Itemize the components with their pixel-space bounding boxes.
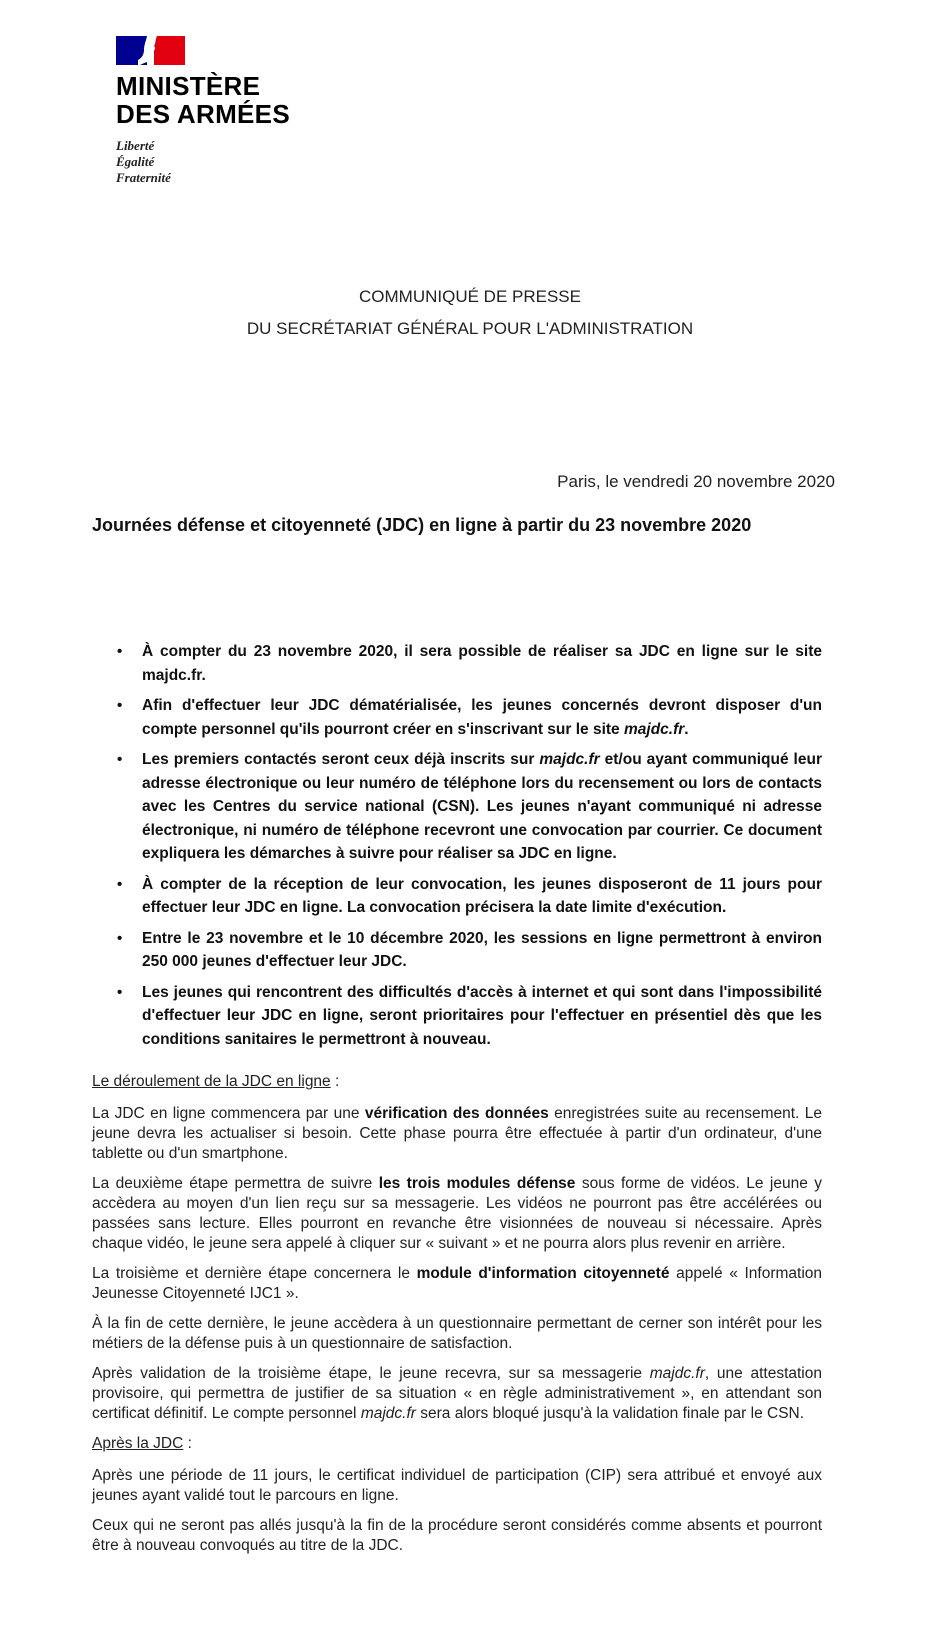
section-heading-after-jdc [92, 1434, 822, 1454]
key-point [117, 694, 822, 741]
release-date: Paris, le vendredi 20 novembre 2020 [557, 472, 835, 491]
bullet-icon: • [117, 875, 123, 893]
republic-motto [116, 138, 306, 186]
site-name: majdc.fr [539, 751, 600, 768]
body-content [92, 1072, 822, 1566]
page-title: Journées défense et citoyenneté (JDC) en ligne à partir du 23 novembre 2020 [92, 515, 752, 535]
issuing-department: DU SECRÉTARIAT GÉNÉRAL POUR L'ADMINISTRATION [246, 319, 694, 338]
site-name: majdc.fr [649, 1365, 705, 1382]
paragraph: Après une période de 11 jours, le certificat individuel de participation (CIP) sera attribué et envoyé aux jeunes ayant validé tout le parcours en ligne. [92, 1467, 822, 1504]
section-heading-online-jdc [92, 1072, 822, 1092]
site-name: majdc.fr [623, 720, 685, 738]
emphasis-text: les trois modules défense [378, 1175, 576, 1192]
motto-line: Liberté [116, 138, 155, 153]
key-point [117, 927, 822, 974]
emphasis-text: module d'information citoyenneté [416, 1265, 670, 1282]
paragraph: Ceux qui ne seront pas allés jusqu'à la fin de la procédure seront considérés comme absents et pourront être à nouveau convoqués au titre de la JDC. [92, 1517, 822, 1554]
section-heading-text: Après la JDC [92, 1435, 184, 1452]
paragraph-text: Après validation de la troisième étape, le jeune recevra, sur sa messagerie [92, 1365, 650, 1382]
paragraph [92, 1264, 822, 1304]
key-point [117, 873, 822, 920]
section-heading-suffix: : [183, 1435, 192, 1452]
paragraph-text: La JDC en ligne commencera par une [92, 1105, 365, 1122]
bullet-icon: • [117, 929, 123, 947]
key-point [117, 748, 822, 866]
key-point-text: Les premiers contactés seront ceux déjà inscrits sur [142, 751, 540, 768]
section-heading-text: Le déroulement de la JDC en ligne [92, 1073, 331, 1090]
bullet-icon: • [117, 643, 123, 660]
paragraph-text: , une attestation provisoire, qui permettra de justifier de sa situation « en règle administrativement », en attendant son certificat définitif. Le compte personnel [92, 1365, 822, 1422]
bullet-icon: • [117, 751, 123, 768]
key-point-text: Entre le 23 novembre et le 10 décembre 2020, les sessions en ligne permettront à environ 250 000 jeunes d'effectuer leur JDC. [142, 929, 822, 970]
bullet-icon: • [117, 983, 123, 1001]
ministry-name-line: MINISTÈRE [116, 71, 261, 101]
paragraph [92, 1104, 822, 1164]
paragraph-text: La troisième et dernière étape concernera le [92, 1265, 417, 1282]
motto-line: Égalité [116, 154, 155, 169]
key-point-text: À compter de la réception de leur convocation, les jeunes disposeront de 11 jours pour effectuer leur JDC en ligne. La convocation précisera la date limite d'exécution. [142, 875, 822, 916]
ministry-name [116, 72, 306, 128]
motto-line: Fraternité [116, 170, 171, 185]
key-point-text-end: . [684, 720, 689, 738]
paragraph [92, 1364, 822, 1424]
paragraph-text: appelé « Information Jeunesse Citoyenneté IJC1 ». [92, 1265, 823, 1302]
key-points-list [117, 640, 822, 1058]
key-point [117, 981, 822, 1052]
emphasis-text: vérification des données [364, 1105, 549, 1122]
paragraph-text: enregistrées suite au recensement. Le jeune devra les actualiser si besoin. Cette phase pourra être effectuée à partir d'un ordinateur, d'une tablette ou d'un smartphone. [92, 1105, 823, 1162]
press-release-label: COMMUNIQUÉ DE PRESSE [359, 287, 581, 306]
republic-flag-icon [116, 36, 185, 65]
section-heading-suffix: : [330, 1073, 340, 1090]
key-point-text: Les jeunes qui rencontrent des difficultés d'accès à internet et qui sont dans l'impossibilité d'effectuer leur JDC en ligne, seront prioritaires pour l'effectuer en présentiel dès que les conditions sanitaires le permettront à nouveau. [142, 983, 822, 1048]
paragraph: À la fin de cette dernière, le jeune accèdera à un questionnaire permettant de cerner son intérêt pour les métiers de la défense puis à un questionnaire de satisfaction. [92, 1315, 822, 1352]
marianne-profile-icon [138, 36, 166, 65]
paragraph-text: sera alors bloqué jusqu'à la validation finale par le CSN. [415, 1405, 805, 1422]
press-release-header [0, 281, 940, 345]
key-point-text-end: et/ou ayant communiqué leur adresse électronique ou leur numéro de téléphone lors du recensement ou lors de contacts avec les Centres du service national (CSN). Les jeunes n'ayant communiqué ni adresse électronique, ni numéro de téléphone recevront une convocation par courrier. Ce document expliquera les démarches à suivre pour réaliser sa JDC en ligne. [142, 751, 822, 862]
bullet-icon: • [117, 697, 123, 714]
key-point-text: À compter du 23 novembre 2020, il sera possible de réaliser sa JDC en ligne sur le site majdc.fr. [142, 643, 822, 684]
site-name: majdc.fr [360, 1405, 416, 1422]
paragraph-text: sous forme de vidéos. Le jeune y accèdera au moyen d'un lien reçu sur sa messagerie. Les vidéos ne pourront pas être accélérées ou passées sans lecture. Elles pourront en revanche être visionnées de nouveau si nécessaire. Après chaque vidéo, le jeune sera appelé à cliquer sur « suivant » et ne pourra alors plus revenir en arrière. [92, 1175, 822, 1252]
ministry-name-line: DES ARMÉES [116, 99, 290, 129]
key-point [117, 640, 822, 687]
paragraph-text: La deuxième étape permettra de suivre [92, 1175, 379, 1192]
ministry-logo [116, 36, 306, 186]
paragraph [92, 1174, 822, 1254]
key-point-text: Afin d'effectuer leur JDC dématérialisée, les jeunes concernés devront disposer d'un compte personnel qu'ils pourront créer en s'inscrivant sur le site [142, 697, 822, 738]
